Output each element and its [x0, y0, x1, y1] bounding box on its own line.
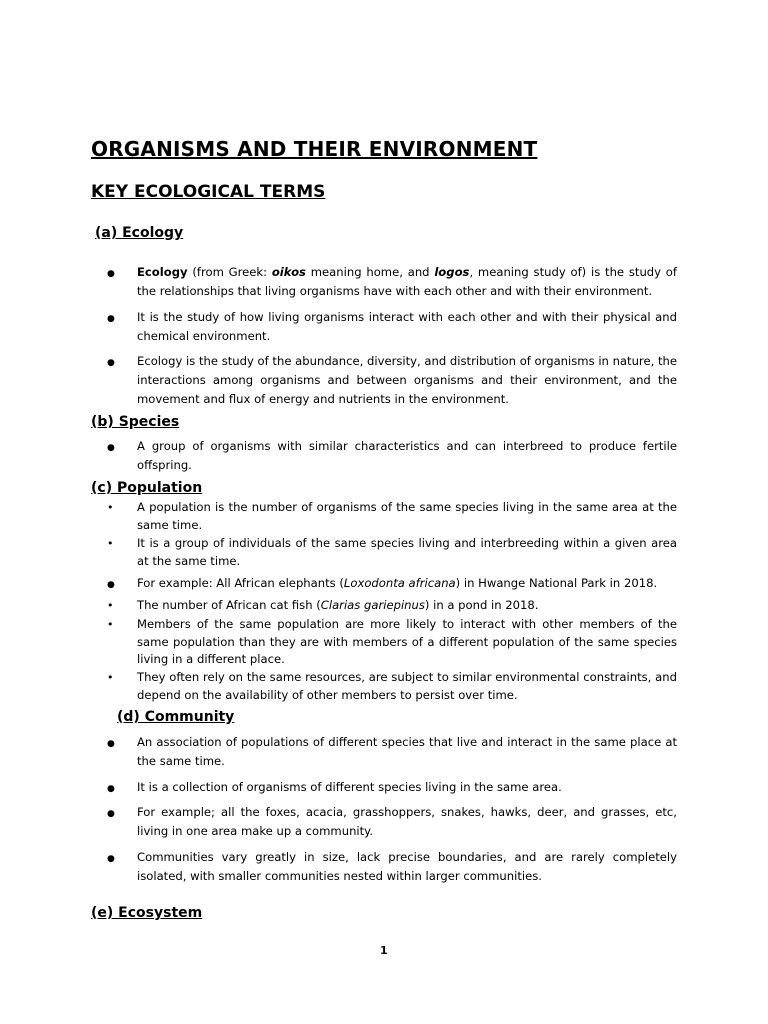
scientific-name: Loxodonta africana: [343, 576, 456, 590]
bullet-icon: [107, 499, 121, 517]
list-item: ● For example; all the foxes, acacia, grasshoppers, snakes, hawks, deer, and grasses, etc, living in one area make up a community.: [111, 803, 677, 841]
bullet-icon: [107, 616, 121, 634]
bullet-icon: [107, 597, 121, 615]
term-ecology: Ecology: [137, 265, 188, 279]
term-oikos: oikos: [271, 265, 306, 279]
page-number: 1: [380, 944, 388, 957]
bullet-icon: [107, 535, 121, 553]
heading-ecology: (a) Ecology: [95, 225, 184, 241]
bullet-icon: [107, 778, 121, 799]
heading-species: (b) Species: [91, 414, 180, 430]
bullet-icon: [107, 308, 121, 329]
heading-population: (c) Population: [91, 480, 203, 496]
list-item: • The number of African cat fish (Clarias gariepinus) in a pond in 2018.: [111, 597, 677, 615]
bullet-icon: [107, 669, 121, 687]
list-item: ● A group of organisms with similar characteristics and can interbreed to produce fertile offspring.: [111, 437, 677, 475]
list-item: ● For example: All African elephants (Loxodonta africana) in Hwange National Park in 2018.: [111, 575, 677, 593]
heading-community: (d) Community: [117, 709, 235, 725]
bullet-icon: [107, 352, 121, 373]
list-item: ● Ecology (from Greek: oikos meaning home, and logos, meaning study of) is the study of the relationships that living organisms have with each other and with their environment.: [111, 263, 677, 301]
scientific-name: Clarias gariepinus: [320, 598, 425, 612]
list-item: • Members of the same population are more likely to interact with other members of the same population than they are with members of a different population of the same species living in a different place.: [111, 616, 677, 669]
list-item: ● Ecology is the study of the abundance, diversity, and distribution of organisms in nature, the interactions among organisms and between organisms and their environment, and the movement and flux of energy and nutrients in the environment.: [111, 352, 677, 409]
bullet-icon: [107, 848, 121, 869]
list-item: ● Communities vary greatly in size, lack precise boundaries, and are rarely completely isolated, with smaller communities nested within larger communities.: [111, 848, 677, 886]
page-title: ORGANISMS AND THEIR ENVIRONMENT: [91, 137, 538, 161]
list-item: • They often rely on the same resources, are subject to similar environmental constraints, and depend on the availability of other members to persist over time.: [111, 669, 677, 704]
bullet-icon: [107, 263, 121, 284]
bullet-icon: [107, 575, 121, 595]
heading-ecosystem: (e) Ecosystem: [91, 905, 203, 921]
list-item: ● It is a collection of organisms of different species living in the same area.: [111, 778, 677, 797]
list-item: ● An association of populations of different species that live and interact in the same place at the same time.: [111, 733, 677, 771]
section-title: KEY ECOLOGICAL TERMS: [91, 182, 326, 202]
list-item: • A population is the number of organisms of the same species living in the same area at the same time.: [111, 499, 677, 534]
list-item: • It is a group of individuals of the same species living and interbreeding within a given area at the same time.: [111, 535, 677, 570]
bullet-icon: [107, 803, 121, 824]
bullet-icon: [107, 733, 121, 754]
list-item: ● It is the study of how living organisms interact with each other and with their physical and chemical environment.: [111, 308, 677, 346]
term-logos: logos: [434, 265, 470, 279]
bullet-icon: [107, 437, 121, 458]
